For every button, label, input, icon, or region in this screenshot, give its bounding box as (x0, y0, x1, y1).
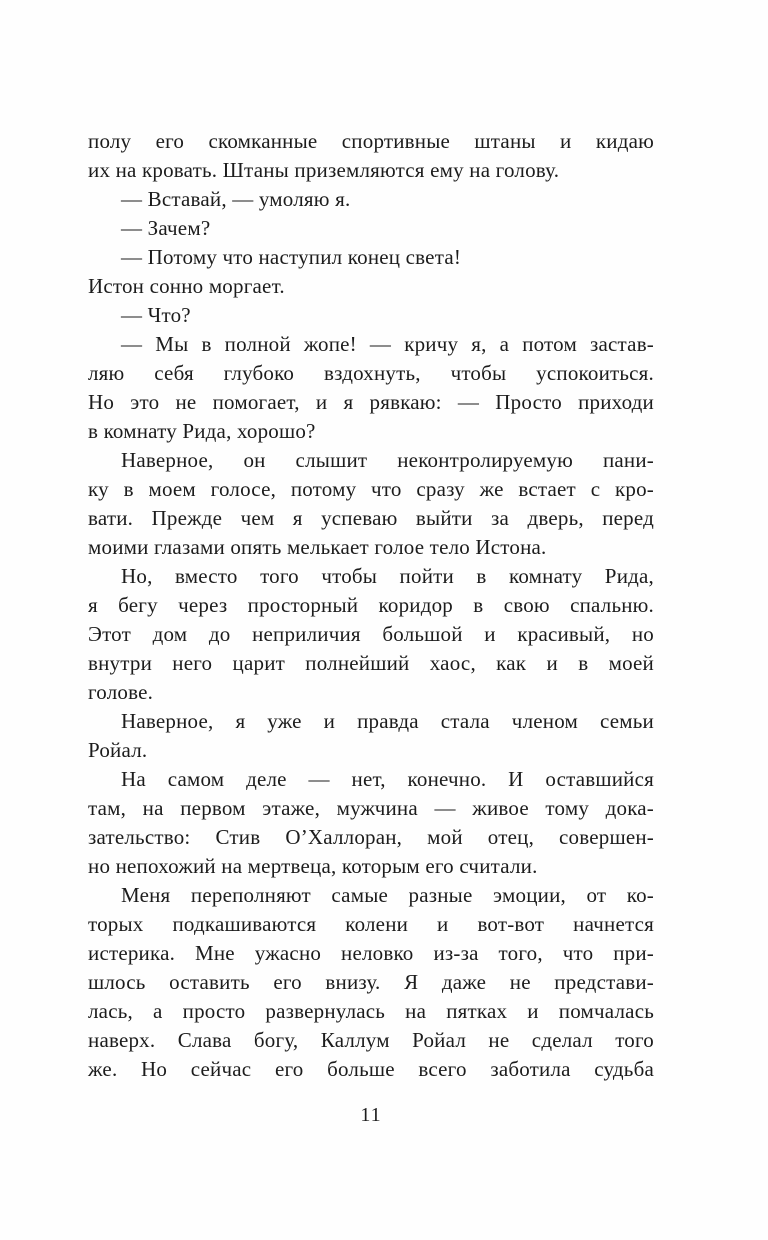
text-line: но непохожий на мертвеца, которым его считали. (88, 854, 538, 878)
text-line: Меня переполняют самые разные эмоции, от ко- (121, 883, 654, 907)
text-line: голове. (88, 680, 154, 704)
text-line: истерика. Мне ужасно неловко из-за того, что при- (88, 941, 654, 965)
paragraph (88, 562, 654, 707)
paragraph (88, 272, 654, 301)
text-line: — Зачем? (121, 216, 211, 240)
paragraph (88, 243, 654, 272)
paragraph (88, 185, 654, 214)
text-line: Но, вместо того чтобы пойти в комнату Рида, (121, 564, 654, 588)
paragraph (88, 765, 654, 881)
paragraph (88, 127, 654, 185)
text-line: — Потому что наступил конец света! (121, 245, 462, 269)
text-line: зательство: Стив О’Халлоран, мой отец, совершен- (88, 825, 654, 849)
paragraph (88, 301, 654, 330)
text-line: там, на первом этаже, мужчина — живое тому дока- (88, 796, 654, 820)
text-line: шлось оставить его внизу. Я даже не представи- (88, 970, 654, 994)
text-line: На самом деле — нет, конечно. И оставшийся (121, 767, 654, 791)
text-line: в комнату Рида, хорошо? (88, 419, 316, 443)
text-line: — Что? (121, 303, 191, 327)
paragraph (88, 881, 654, 1084)
text-line: моими глазами опять мелькает голое тело Истона. (88, 535, 547, 559)
page-number: 11 (360, 1104, 382, 1126)
text-line: их на кровать. Штаны приземляются ему на голову. (88, 158, 560, 182)
text-line: же. Но сейчас его больше всего заботила судьба (88, 1057, 654, 1081)
text-line: вати. Прежде чем я успеваю выйти за дверь, перед (88, 506, 654, 530)
text-line: ляю себя глубоко вздохнуть, чтобы успокоиться. (88, 361, 654, 385)
text-line: я бегу через просторный коридор в свою спальню. (88, 593, 654, 617)
text-block (88, 127, 654, 1084)
text-line: Но это не помогает, и я рявкаю: — Просто приходи (88, 390, 654, 414)
paragraph (88, 446, 654, 562)
paragraph (88, 214, 654, 243)
text-line: лась, а просто развернулась на пятках и помчалась (88, 999, 654, 1023)
text-line: внутри него царит полнейший хаос, как и в моей (88, 651, 654, 675)
text-line: — Вставай, — умоляю я. (121, 187, 351, 211)
text-line: полу его скомканные спортивные штаны и кидаю (88, 129, 654, 153)
text-line: Этот дом до неприличия большой и красивый, но (88, 622, 654, 646)
text-line: торых подкашиваются колени и вот-вот начнется (88, 912, 654, 936)
text-line: Истон сонно моргает. (88, 274, 285, 298)
paragraph (88, 707, 654, 765)
paragraph (88, 330, 654, 446)
text-line: ку в моем голосе, потому что сразу же встает с кро- (88, 477, 654, 501)
text-line: — Мы в полной жопе! — кричу я, а потом застав- (121, 332, 654, 356)
text-line: Ройал. (88, 738, 148, 762)
text-line: Наверное, я уже и правда стала членом семьи (121, 709, 654, 733)
text-line: Наверное, он слышит неконтролируемую пани- (121, 448, 654, 472)
text-line: наверх. Слава богу, Каллум Ройал не сделал того (88, 1028, 654, 1052)
